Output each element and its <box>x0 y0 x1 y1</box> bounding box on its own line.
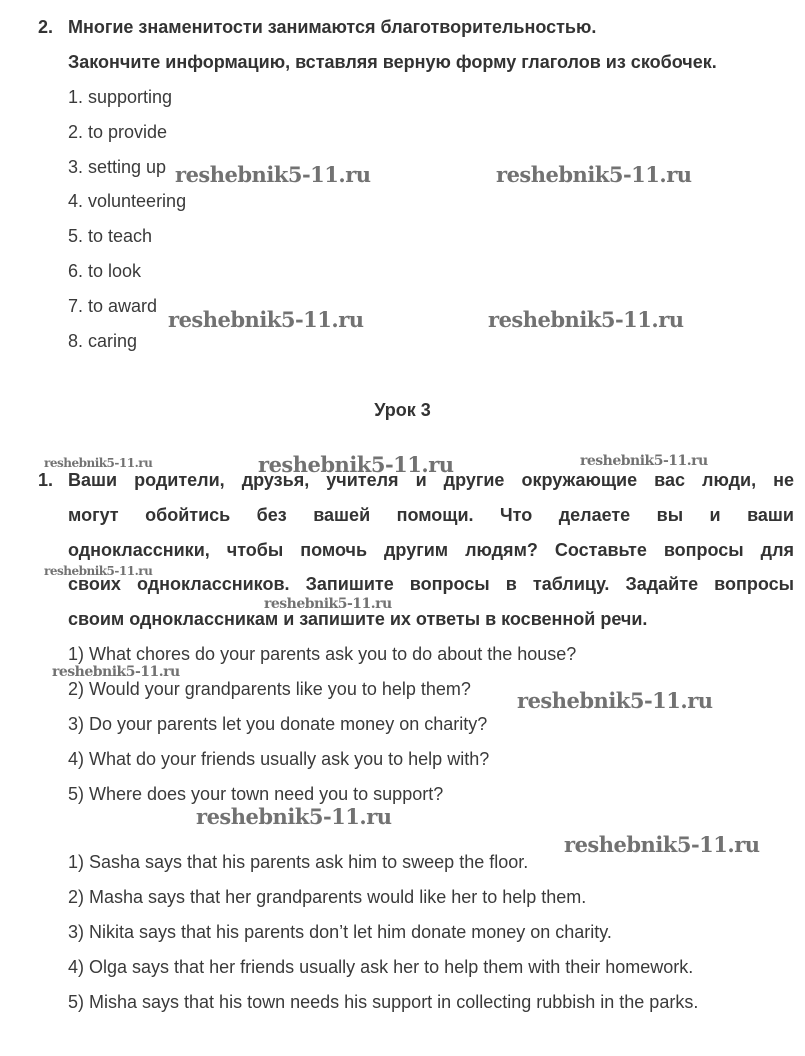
watermark: reshebnik5-11.ru <box>264 596 392 612</box>
watermark: reshebnik5-11.ru <box>196 804 392 829</box>
watermark: reshebnik5-11.ru <box>580 453 708 469</box>
watermark: reshebnik5-11.ru <box>496 162 692 187</box>
list-item: 4) Olga says that her friends usually ask her to help them with their homework. <box>68 957 694 977</box>
list-item: 7. to award <box>68 296 158 316</box>
list-item: 1) Sasha says that his parents ask him to sweep the floor. <box>68 852 529 872</box>
task-2-title: Многие знаменитости занимаются благотворительностью. <box>68 17 597 37</box>
watermark: reshebnik5-11.ru <box>488 307 684 332</box>
list-item: 3) Do your parents let you donate money on charity? <box>68 714 488 734</box>
watermark: reshebnik5-11.ru <box>564 832 760 857</box>
list-item: 2. to provide <box>68 122 168 142</box>
list-item: 5) Misha says that his town needs his support in collecting rubbish in the parks. <box>68 992 699 1012</box>
list-item: 5. to teach <box>68 226 153 246</box>
watermark: reshebnik5-11.ru <box>175 162 371 187</box>
paragraph-line: своих одноклассников. Запишите вопросы в таблицу. Задайте вопросы <box>68 574 794 594</box>
watermark: reshebnik5-11.ru <box>44 564 153 578</box>
list-item: 3) Nikita says that his parents don’t let him donate money on charity. <box>68 922 612 942</box>
list-item: 2) Masha says that her grandparents would like her to help them. <box>68 887 587 907</box>
list-item: 4. volunteering <box>68 191 187 211</box>
task-2-instruction: Закончите информацию, вставляя верную форму глаголов из скобочек. <box>68 52 717 72</box>
list-item: 2) Would your grandparents like you to help them? <box>68 679 471 699</box>
paragraph-line: могут обойтись без вашей помощи. Что делаете вы и ваши <box>68 505 794 525</box>
task-2-number: 2. <box>38 17 54 37</box>
lesson-title: Урок 3 <box>374 400 431 420</box>
paragraph-line: своим одноклассникам и запишите их ответы в косвенной речи. <box>68 609 648 629</box>
list-item: 3. setting up <box>68 157 167 177</box>
watermark: reshebnik5-11.ru <box>517 688 713 713</box>
watermark: reshebnik5-11.ru <box>52 664 180 680</box>
list-item: 6. to look <box>68 261 142 281</box>
list-item: 8. caring <box>68 331 138 351</box>
watermark: reshebnik5-11.ru <box>168 307 364 332</box>
list-item: 4) What do your friends usually ask you to help with? <box>68 749 490 769</box>
list-item: 5) Where does your town need you to support? <box>68 784 444 804</box>
paragraph-line: Ваши родители, друзья, учителя и другие окружающие вас люди, не <box>68 470 794 490</box>
list-item: 1) What chores do your parents ask you to do about the house? <box>68 644 577 664</box>
paragraph-line: одноклассники, чтобы помочь другим людям? Составьте вопросы для <box>68 540 794 560</box>
list-item: 1. supporting <box>68 87 173 107</box>
watermark: reshebnik5-11.ru <box>258 452 454 477</box>
task-1-number: 1. <box>38 470 54 490</box>
watermark: reshebnik5-11.ru <box>44 456 153 470</box>
